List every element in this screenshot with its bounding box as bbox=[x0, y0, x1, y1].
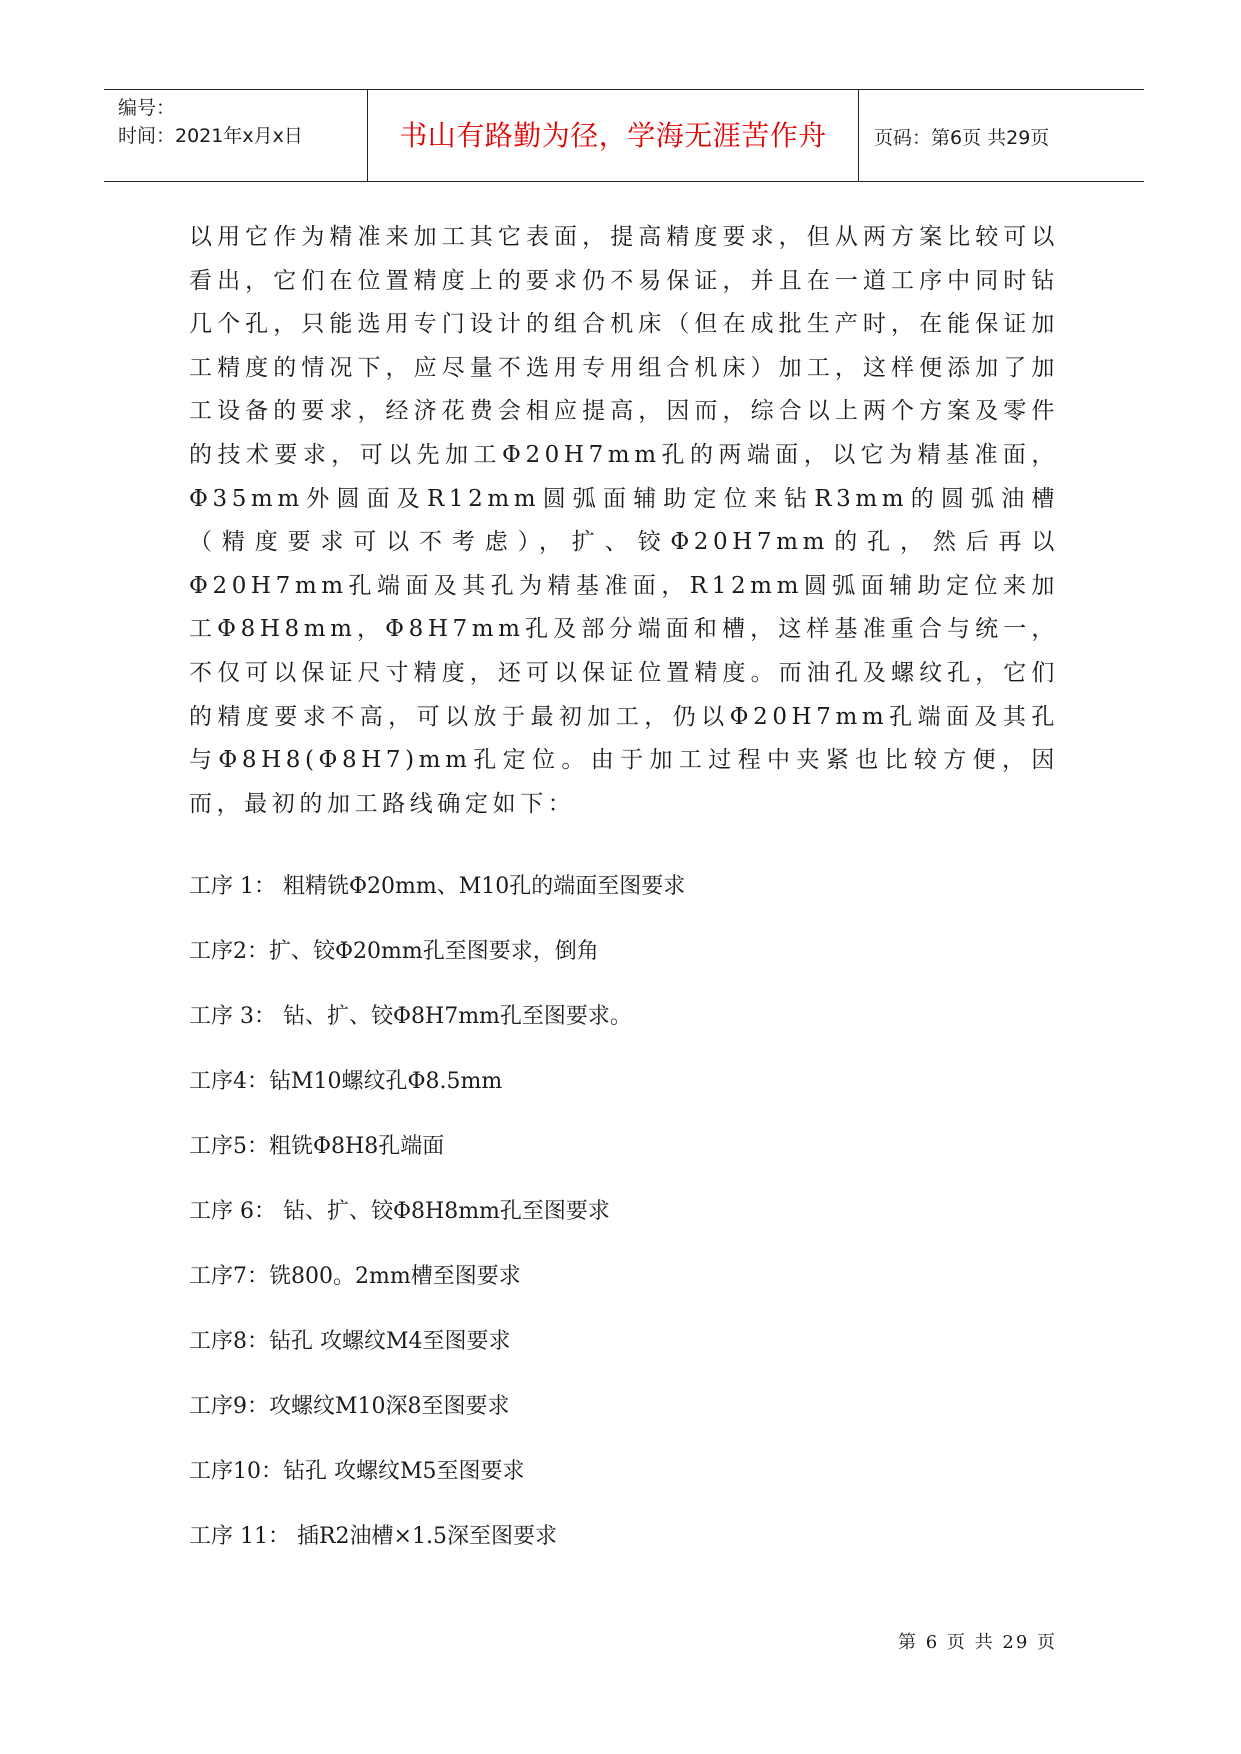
document-number-label: 编号： bbox=[118, 97, 176, 119]
page-header bbox=[104, 89, 1144, 182]
process-step: 工序4：钻M10螺纹孔Φ8.5mm bbox=[189, 1069, 503, 1094]
header-motto: 书山有路勤为径，学海无涯苦作舟 bbox=[399, 119, 827, 152]
process-step: 工序2：扩、铰Φ20mm孔至图要求，倒角 bbox=[189, 939, 599, 964]
header-meta bbox=[118, 94, 303, 150]
process-step-list bbox=[189, 872, 685, 1587]
process-step: 工序9：攻螺纹M10深8至图要求 bbox=[189, 1394, 510, 1419]
process-step: 工序7：铣800。2mm槽至图要求 bbox=[189, 1264, 521, 1289]
process-step: 工序 1： 粗精铣Φ20mm、M10孔的端面至图要求 bbox=[189, 874, 686, 899]
document-time-label: 时间：2021年x月x日 bbox=[118, 125, 303, 147]
body-paragraph: 以用它作为精准来加工其它表面，提高精度要求，但从两方案比较可以看出，它们在位置精度上的要求仍不易保证，并且在一道工序中同时钻几个孔，只能选用专门设计的组合机床（但在成批生产时，在能保证加工精度的情况下，应尽量不选用专用组合机床）加工，这样便添加了加工设备的要求，经济花费会相应提高，因而，综合以上两个方案及零件的技术要求，可以先加工Φ20H7mm孔的两端面，以它为精基准面，Φ35mm外圆面及R12mm圆弧面辅助定位来钻R3mm的圆弧油槽（精度要求可以不考虑），扩、铰Φ20H7mm的孔，然后再以Φ20H7mm孔端面及其孔为精基准面，R12mm圆弧面辅助定位来加工Φ8H8mm，Φ8H7mm孔及部分端面和槽，这样基准重合与统一，不仅可以保证尺寸精度，还可以保证位置精度。而油孔及螺纹孔，它们的精度要求不高，可以放于最初加工，仍以Φ20H7mm孔端面及其孔与Φ8H8(Φ8H7)mm孔定位。由于加工过程中夹紧也比较方便，因而，最初的加工路线确定如下： bbox=[189, 224, 1059, 817]
process-step: 工序 6： 钻、扩、铰Φ8H8mm孔至图要求 bbox=[189, 1199, 610, 1224]
header-divider bbox=[858, 90, 859, 181]
page-footer: 第 6 页 共 29 页 bbox=[898, 1632, 1057, 1653]
process-step: 工序8：钻孔 攻螺纹M4至图要求 bbox=[189, 1329, 511, 1354]
process-step: 工序5：粗铣Φ8H8孔端面 bbox=[189, 1134, 445, 1159]
header-page-number: 页码：第6页 共29页 bbox=[874, 127, 1050, 149]
process-step: 工序10：钻孔 攻螺纹M5至图要求 bbox=[189, 1459, 525, 1484]
process-step: 工序 3： 钻、扩、铰Φ8H7mm孔至图要求。 bbox=[189, 1004, 632, 1029]
process-step: 工序 11： 插R2油槽×1.5深至图要求 bbox=[189, 1524, 557, 1549]
